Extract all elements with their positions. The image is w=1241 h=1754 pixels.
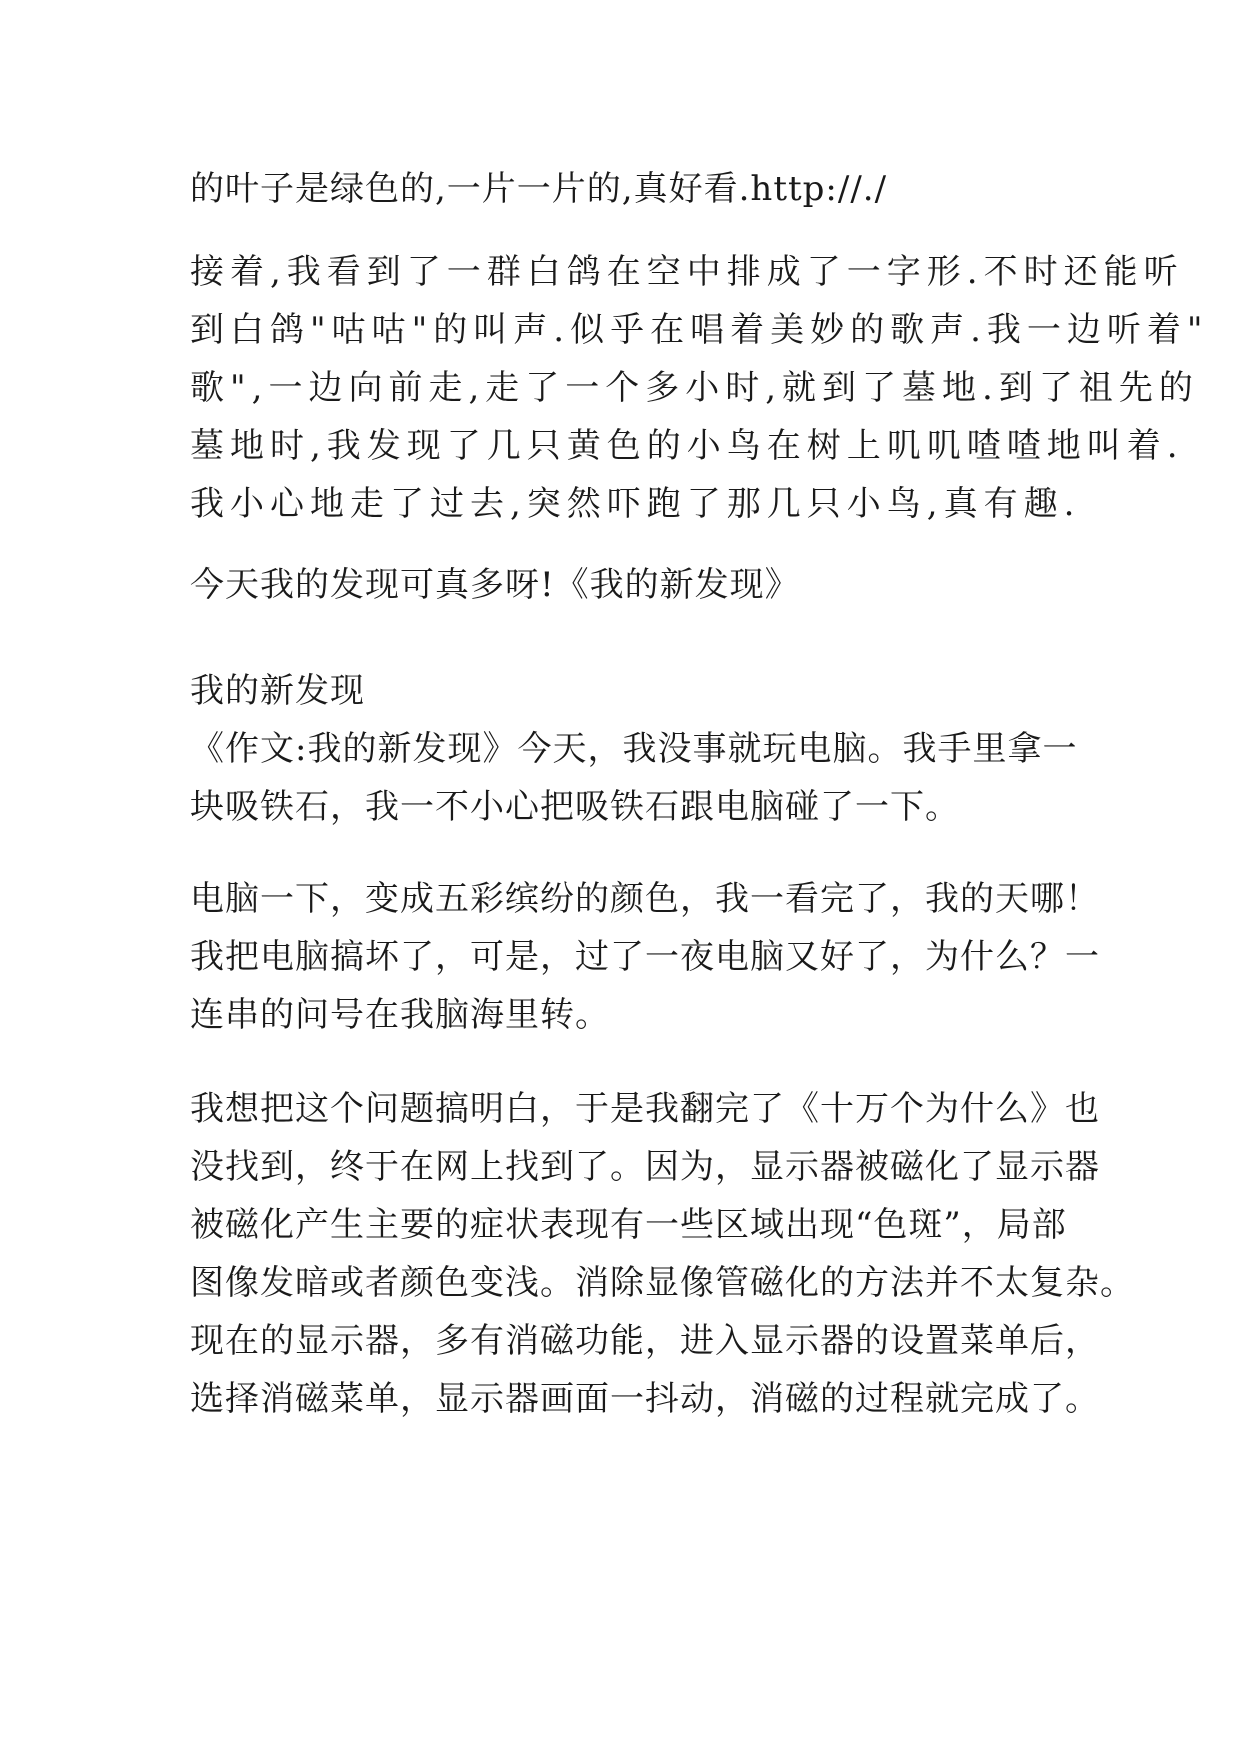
text-line: 我想把这个问题搞明白，于是我翻完了《十万个为什么》也 <box>190 1089 1100 1129</box>
text-line: 没找到，终于在网上找到了。因为，显示器被磁化了显示器 <box>190 1147 1100 1187</box>
text-line: 图像发暗或者颜色变浅。消除显像管磁化的方法并不太复杂。 <box>190 1263 1135 1303</box>
text-line: 今天我的发现可真多呀!《我的新发现》 <box>190 565 800 605</box>
text-line: 的叶子是绿色的,一片一片的,真好看.http://./ <box>190 169 888 209</box>
paragraph-leaves <box>190 160 1070 218</box>
paragraph-many-discoveries <box>190 556 1070 614</box>
paragraph-computer-colors <box>190 870 1100 1044</box>
text-line: 歌",一边向前走,走了一个多小时,就到了墓地.到了祖先的 <box>190 368 1199 408</box>
text-line: 电脑一下，变成五彩缤纷的颜色，我一看完了，我的天哪！ <box>190 879 1100 919</box>
paragraph-essay-intro <box>190 662 1078 836</box>
paragraph-white-doves <box>190 243 1209 533</box>
text-line: 接着,我看到了一群白鸽在空中排成了一字形.不时还能听 <box>190 252 1184 292</box>
text-line: 我小心地走了过去,突然吓跑了那几只小鸟,真有趣. <box>190 484 1081 524</box>
text-line: 我把电脑搞坏了，可是，过了一夜电脑又好了，为什么？一 <box>190 937 1100 977</box>
text-line: 选择消磁菜单，显示器画面一抖动，消磁的过程就完成了。 <box>190 1379 1100 1419</box>
text-line: 到白鸽"咕咕"的叫声.似乎在唱着美妙的歌声.我一边听着" <box>190 310 1209 350</box>
paragraph-magnetization <box>190 1080 1135 1428</box>
text-line: 被磁化产生主要的症状表现有一些区域出现“色斑”，局部 <box>190 1205 1067 1245</box>
text-line: 块吸铁石，我一不小心把吸铁石跟电脑碰了一下。 <box>190 787 960 827</box>
essay-title: 我的新发现 <box>190 671 365 711</box>
text-line: 连串的问号在我脑海里转。 <box>190 995 610 1035</box>
text-line: 《作文:我的新发现》今天，我没事就玩电脑。我手里拿一 <box>190 729 1078 769</box>
text-line: 现在的显示器，多有消磁功能，进入显示器的设置菜单后， <box>190 1321 1100 1361</box>
text-line: 墓地时,我发现了几只黄色的小鸟在树上叽叽喳喳地叫着. <box>190 426 1184 466</box>
